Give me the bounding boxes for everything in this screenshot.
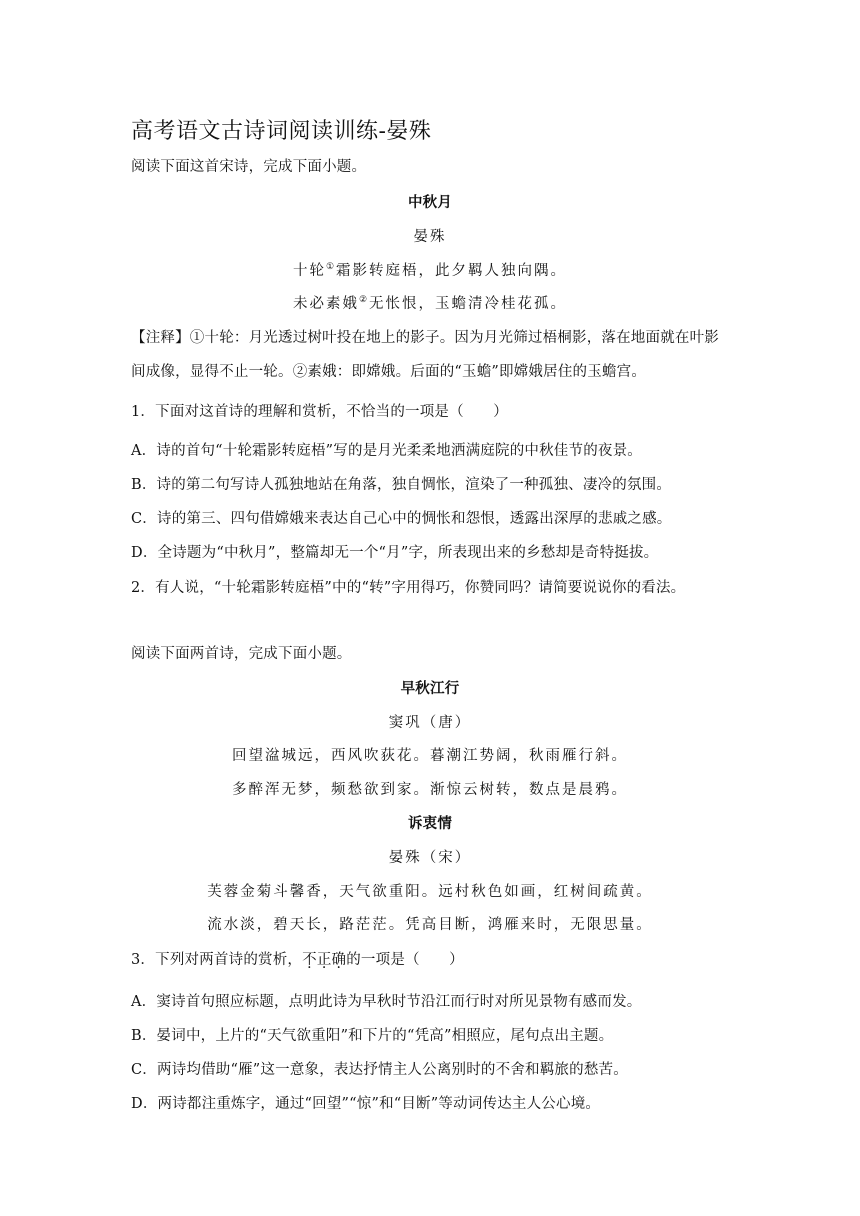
- question-3-option-d: D．两诗都注重炼字，通过“回望”“惊”和“目断”等动词传达主人公心境。: [131, 1096, 601, 1112]
- question-3-part-a: 3．下列对两首诗的赏析，: [131, 952, 303, 968]
- poem1-author: 窦巩（唐）: [388, 715, 472, 731]
- question-1-option-d: D．全诗题为“中秋月”，整篇却无一个“月”字，所表现出来的乡愁却是奇特挺拔。: [131, 545, 659, 561]
- poem-line-2-part-b: 无怅恨，玉蟾清冷桂花孤。: [369, 296, 568, 312]
- poem-author: 晏殊: [413, 229, 447, 245]
- question-3-part-b: 的一项是（ ）: [346, 952, 464, 968]
- poem2-author: 晏殊（宋）: [388, 850, 472, 866]
- question-3-option-b: B．晏词中，上片的“天气欲重阳”和下片的“凭高”相照应，尾句点出主题。: [131, 1028, 614, 1044]
- emphasis-char-2: 正: [316, 952, 332, 968]
- question-3-option-a: A．窦诗首句照应标题，点明此诗为早秋时节沿江而行时对所见景物有感而发。: [131, 994, 642, 1010]
- question-1-option-a: A．诗的首句“十轮霜影转庭梧”写的是月光柔柔地洒满庭院的中秋佳节的夜景。: [131, 443, 642, 459]
- poem-line-1-part-a: 十轮: [292, 263, 326, 279]
- footnote-marker-1: ①: [325, 262, 337, 273]
- question-3: [131, 948, 464, 969]
- question-1: 1．下面对这首诗的理解和赏析，不恰当的一项是（ ）: [131, 404, 508, 420]
- section1-intro: 阅读下面这首宋诗，完成下面小题。: [131, 159, 367, 175]
- emphasis-char-3: 确: [331, 952, 347, 968]
- poem1-line-1: 回望湓城远，西风吹荻花。暮潮江势阔，秋雨雁行斜。: [232, 748, 628, 764]
- footnote-marker-2: ②: [358, 295, 370, 306]
- note-line-1: 【注释】①十轮：月光透过树叶投在地上的影子。因为月光筛过梧桐影，落在地面就在叶影: [131, 330, 719, 346]
- question-2: 2．有人说，“十轮霜影转庭梧”中的“转”字用得巧，你赞同吗？请简要说说你的看法。: [131, 580, 686, 596]
- poem-line-2: [0, 292, 860, 313]
- section2-intro: 阅读下面两首诗，完成下面小题。: [131, 646, 352, 662]
- note-line-2: 间成像，显得不止一轮。②素娥：即嫦娥。后面的“玉蟾”即嫦娥居住的玉蟾宫。: [131, 364, 647, 380]
- poem-title-zhongqiuyue: 中秋月: [407, 194, 453, 211]
- poem-line-2-part-a: 未必素娥: [292, 296, 359, 312]
- question-1-option-b: B．诗的第二句写诗人孤独地站在角落，独自惆怅，渲染了一种孤独、凄冷的氛围。: [131, 477, 672, 493]
- question-3-option-c: C．两诗均借助“雁”这一意象，表达抒情主人公离别时的不舍和羁旅的愁苦。: [131, 1062, 628, 1078]
- poem-title-zaoqiujiangxing: 早秋江行: [400, 680, 460, 697]
- poem-title-suzhongqing: 诉衷情: [407, 815, 453, 832]
- question-1-option-c: C．诗的第三、四句借嫦娥来表达自己心中的惆怅和怨恨，透露出深厚的悲戚之感。: [131, 511, 672, 527]
- poem-line-1-part-b: 霜影转庭梧，此夕羁人独向隅。: [336, 263, 568, 279]
- emphasis-char-1: 不: [302, 952, 317, 968]
- poem-line-1: [0, 259, 860, 280]
- poem2-line-2: 流水淡，碧天长，路茫茫。凭高目断，鸿雁来时，无限思量。: [207, 917, 653, 933]
- poem1-line-2: 多醉浑无梦，频愁欲到家。渐惊云树转，数点是晨鸦。: [232, 782, 628, 798]
- page-title: 高考语文古诗词阅读训练-晏殊: [131, 119, 432, 144]
- poem2-line-1: 芙蓉金菊斗馨香，天气欲重阳。远村秋色如画，红树间疏黄。: [207, 884, 653, 900]
